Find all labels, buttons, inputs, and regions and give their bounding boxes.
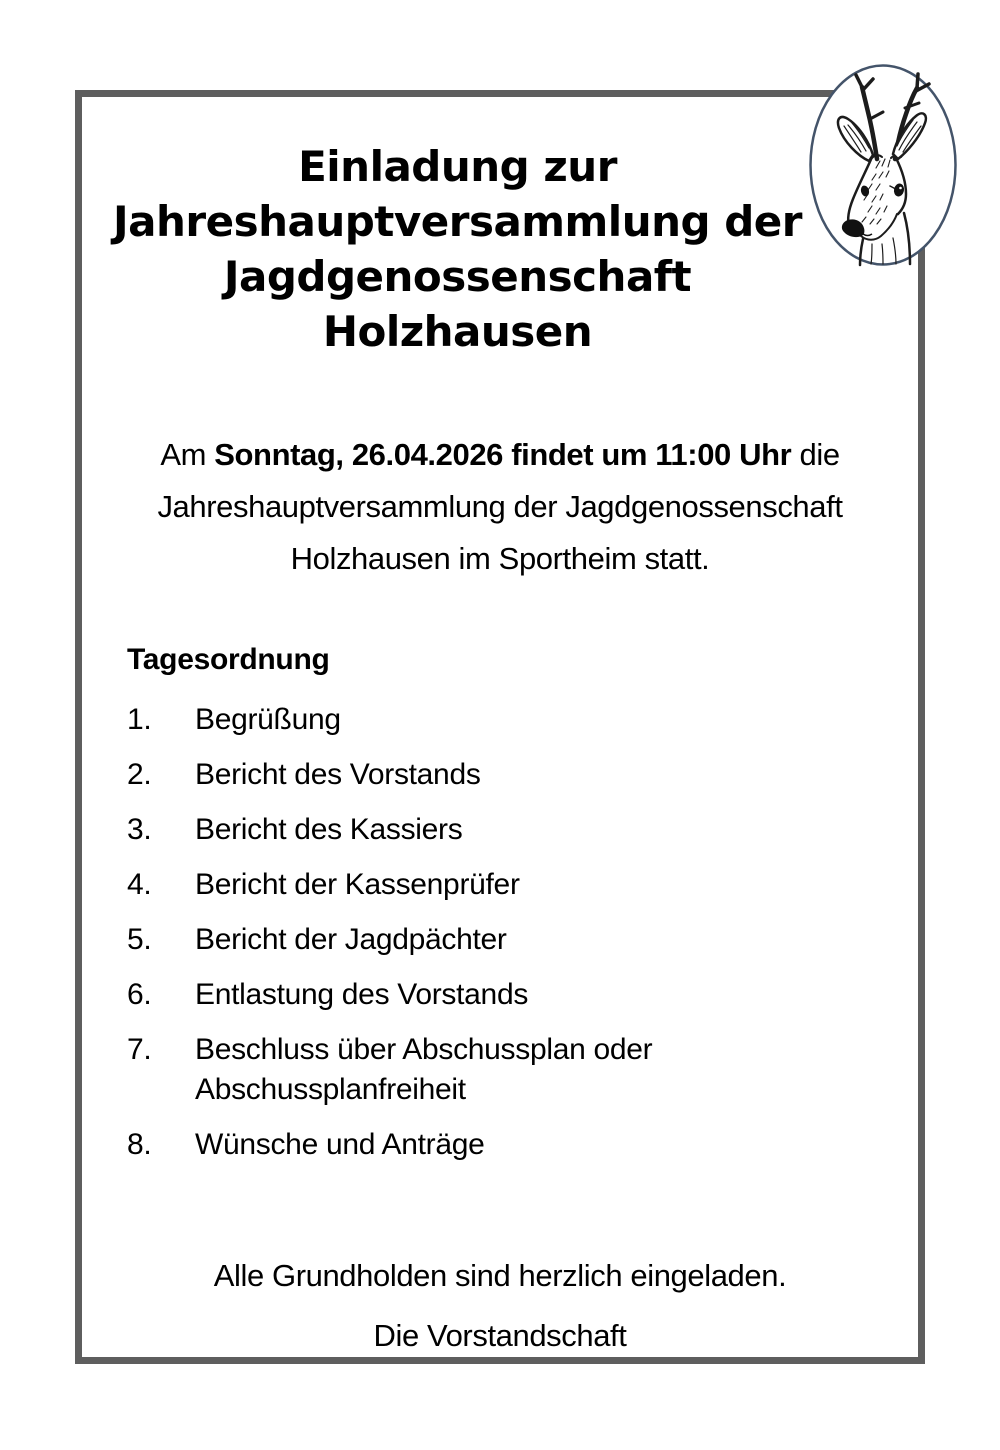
agenda-item-text: Begrüßung: [195, 703, 341, 736]
agenda-item-text: Bericht des Vorstands: [195, 758, 481, 791]
signature-line: Die Vorstandschaft: [373, 1318, 627, 1353]
title-line-2: Jahreshauptversammlung der: [113, 197, 802, 246]
intro-prefix: Am: [160, 437, 215, 472]
agenda-item-text: Entlastung des Vorstands: [195, 978, 529, 1011]
agenda-item-number: 8.: [127, 1128, 152, 1161]
agenda-item-number: 5.: [127, 923, 152, 956]
page-content: [82, 97, 918, 1362]
agenda-item: [127, 865, 918, 905]
agenda-item-text: Bericht des Kassiers: [195, 813, 463, 846]
agenda-item-number: 6.: [127, 978, 152, 1011]
agenda-item-text: Bericht der Kassenprüfer: [195, 868, 520, 901]
agenda-item-number: 2.: [127, 758, 152, 791]
intro-line-3: Holzhausen im Sportheim statt.: [290, 541, 710, 576]
agenda-heading: Tagesordnung: [127, 643, 330, 676]
deer-emblem: [806, 62, 960, 268]
agenda-item: [127, 755, 918, 795]
agenda-item-text: Beschluss über Abschussplan oder Abschussplanfreiheit: [195, 1033, 653, 1106]
invitation-intro: [90, 429, 910, 585]
page-title: [102, 139, 813, 359]
title-line-1: Einladung zur: [298, 142, 617, 191]
agenda-item-text: Wünsche und Anträge: [195, 1128, 485, 1161]
agenda-item-number: 3.: [127, 813, 152, 846]
roe-deer-head-icon: [806, 62, 960, 268]
agenda-item-number: 4.: [127, 868, 152, 901]
agenda-list: [127, 700, 918, 1165]
agenda-item-number: 1.: [127, 703, 152, 736]
page-frame: [75, 90, 925, 1364]
intro-date-bold: Sonntag, 26.04.2026 findet um 11:00 Uhr: [214, 437, 792, 472]
agenda-item: [127, 810, 918, 850]
agenda-item-text: Bericht der Jagdpächter: [195, 923, 507, 956]
title-line-3: Jagdgenossenschaft Holzhausen: [223, 252, 692, 356]
intro-line-2: Jahreshauptversammlung der Jagdgenossenschaft: [157, 489, 843, 524]
agenda-item: [127, 1125, 918, 1165]
agenda-item-number: 7.: [127, 1033, 152, 1066]
intro-line1-suffix: die: [791, 437, 840, 472]
agenda-item: [127, 1030, 918, 1110]
agenda-item: [127, 700, 918, 740]
closing-line: Alle Grundholden sind herzlich eingeladen.: [213, 1258, 787, 1293]
agenda-item: [127, 920, 918, 960]
agenda-item: [127, 975, 918, 1015]
